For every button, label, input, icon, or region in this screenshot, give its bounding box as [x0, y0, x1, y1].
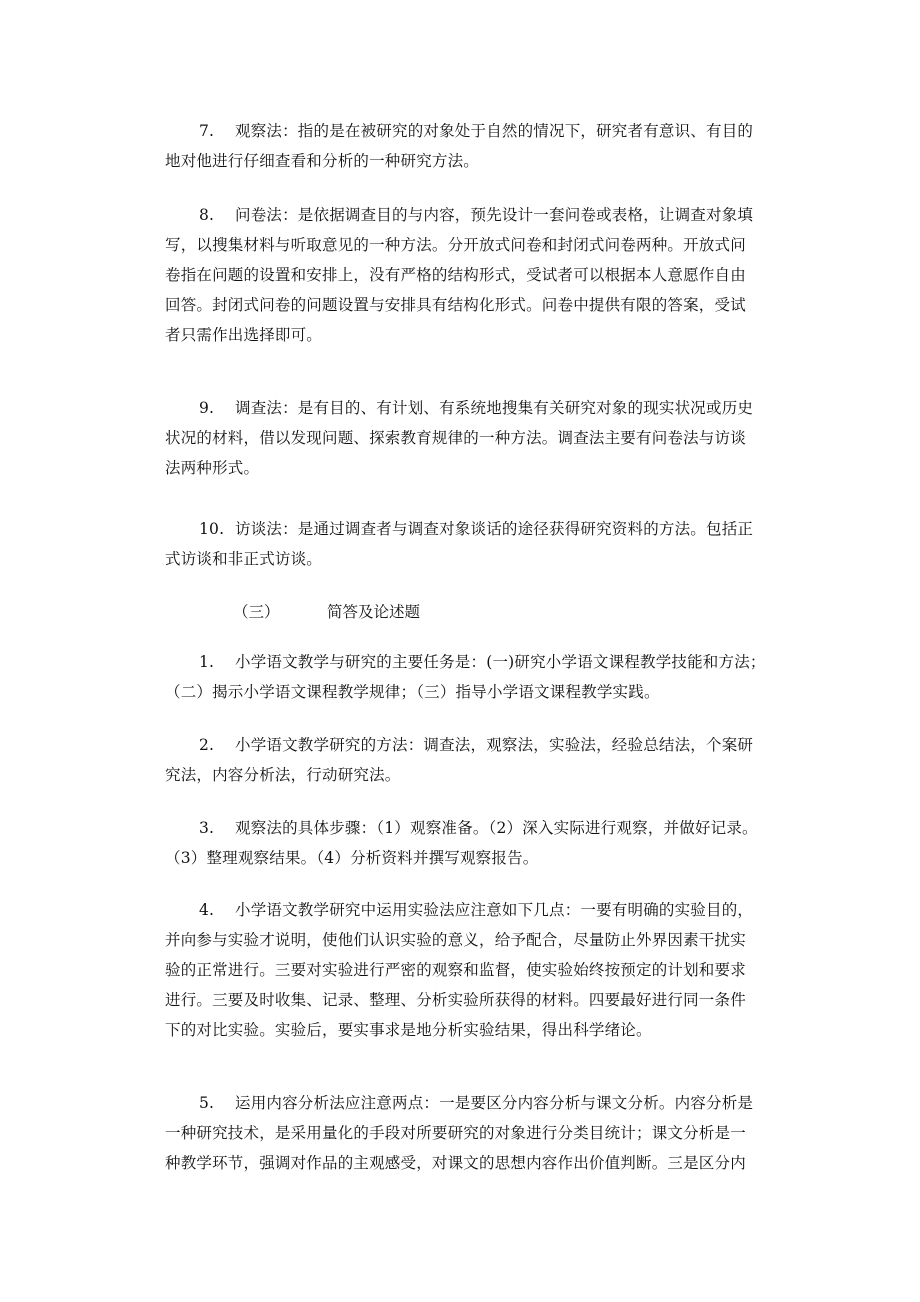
item-line: 验的正常进行。三要对实验进行严密的观察和监督，使实验始终按预定的计划和要求 — [165, 961, 746, 979]
item-line: 回答。封闭式问卷的问题设置与安排具有结构化形式。问卷中提供有限的答案，受试 — [165, 296, 746, 314]
item-text: 小学语文教学与研究的主要任务是：(一)研究小学语文课程教学技能和方法； — [235, 653, 766, 671]
item-line: （二）揭示小学语文课程教学规律；（三）指导小学语文课程教学实践。 — [165, 683, 660, 701]
item-first-line — [165, 735, 785, 755]
item-line: 地对他进行仔细查看和分析的一种研究方法。 — [165, 152, 480, 170]
item-number: 9. — [199, 399, 215, 417]
item-text: 问卷法：是依据调查目的与内容，预先设计一套问卷或表格，让调查对象填 — [235, 206, 754, 224]
item-text: 小学语文教学研究的方法：调查法，观察法，实验法，经验总结法，个案研 — [235, 736, 754, 754]
item-first-line — [165, 900, 785, 920]
item-line: 者只需作出选择即可。 — [165, 326, 323, 344]
item-number: 5. — [199, 1094, 215, 1112]
item-line: 式访谈和非正式访谈。 — [165, 550, 323, 568]
item-first-line — [165, 652, 785, 672]
glossary-item-7 — [165, 121, 785, 171]
item-text: 访谈法：是通过调查者与调查对象谈话的途径获得研究资料的方法。包括正 — [235, 520, 754, 538]
item-first-line — [165, 398, 785, 418]
item-line: 进行。三要及时收集、记录、整理、分析实验所获得的材料。四要最好进行同一条件 — [165, 991, 746, 1009]
answer-item-5 — [165, 1093, 785, 1173]
item-line: 状况的材料，借以发现问题、探索教育规律的一种方法。调查法主要有问卷法与访谈 — [165, 429, 746, 447]
item-line: 卷指在问题的设置和安排上，没有严格的结构形式，受试者可以根据本人意愿作自由 — [165, 266, 746, 284]
item-first-line — [165, 519, 785, 539]
item-line: （3）整理观察结果。（4）分析资料并撰写观察报告。 — [165, 849, 539, 867]
item-first-line — [165, 205, 785, 225]
item-number: 7. — [199, 122, 215, 140]
item-line: 并向参与实验才说明，使他们认识实验的意义，给予配合，尽量防止外界因素干扰实 — [165, 931, 746, 949]
item-line: 一种研究技术，是采用量化的手段对所要研究的对象进行分类目统计；课文分析是一 — [165, 1124, 746, 1142]
answer-item-3 — [165, 818, 785, 868]
item-line: 写，以搜集材料与听取意见的一种方法。分开放式问卷和封闭式问卷两种。开放式问 — [165, 236, 746, 254]
answer-item-1 — [165, 652, 785, 702]
glossary-item-8 — [165, 205, 785, 345]
glossary-item-10 — [165, 519, 785, 569]
item-number: 4. — [199, 901, 215, 919]
item-number: 2. — [199, 736, 215, 754]
item-text: 运用内容分析法应注意两点：一是要区分内容分析与课文分析。内容分析是 — [235, 1094, 754, 1112]
item-line: 下的对比实验。实验后，要实事求是地分析实验结果，得出科学绪论。 — [165, 1021, 652, 1039]
answer-item-4 — [165, 900, 785, 1040]
item-number: 8. — [199, 206, 215, 224]
item-text: 调查法：是有目的、有计划、有系统地搜集有关研究对象的现实状况或历史 — [235, 399, 754, 417]
item-text: 观察法的具体步骤：（1）观察准备。（2）深入实际进行观察，并做好记录。 — [235, 819, 758, 837]
item-text: 观察法：指的是在被研究的对象处于自然的情况下，研究者有意识、有目的 — [235, 122, 754, 140]
item-number: 3. — [199, 819, 215, 837]
section-number: （三） — [233, 603, 280, 621]
item-first-line — [165, 818, 785, 838]
item-number: 1. — [199, 653, 215, 671]
item-number: 10. — [199, 520, 225, 538]
item-line: 种教学环节，强调对作品的主观感受，对课文的思想内容作出价值判断。三是区分内 — [165, 1154, 746, 1172]
section-heading — [233, 602, 420, 622]
item-line: 究法，内容分析法，行动研究法。 — [165, 766, 401, 784]
item-text: 小学语文教学研究中运用实验法应注意如下几点：一要有明确的实验目的， — [235, 901, 754, 919]
glossary-item-9 — [165, 398, 785, 478]
section-title: 简答及论述题 — [327, 603, 421, 621]
item-first-line — [165, 1093, 785, 1113]
item-first-line — [165, 121, 785, 141]
answer-item-2 — [165, 735, 785, 785]
item-line: 法两种形式。 — [165, 459, 260, 477]
